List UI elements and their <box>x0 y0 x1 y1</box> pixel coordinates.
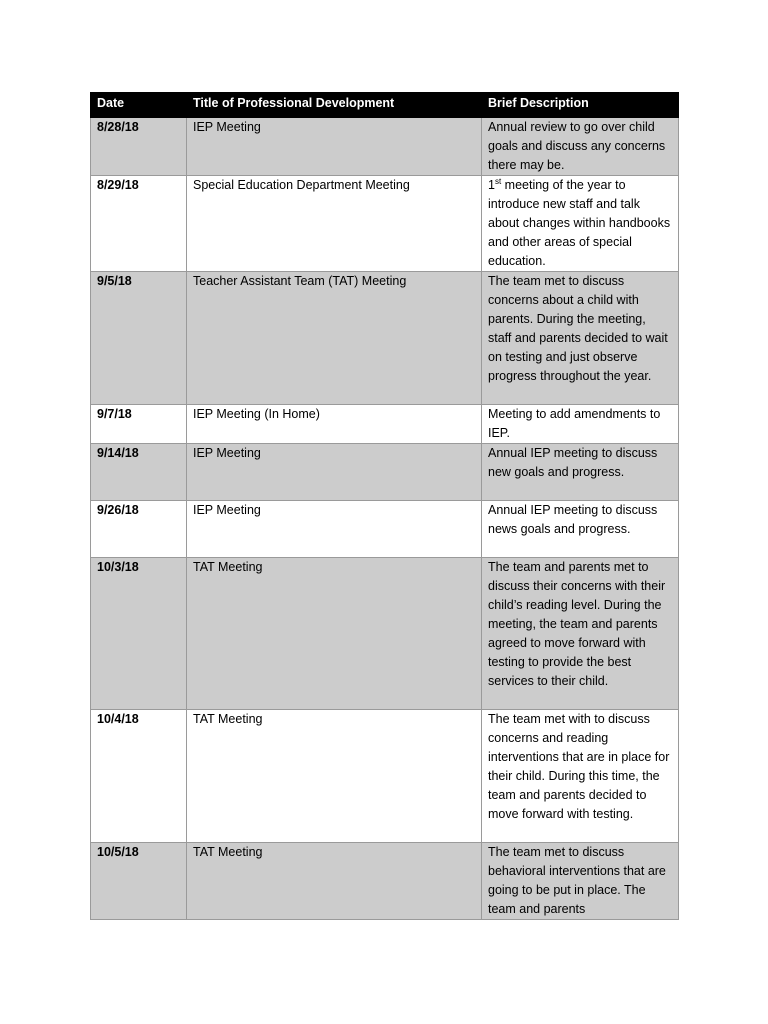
row-title: IEP Meeting (In Home) <box>187 405 482 444</box>
header-row <box>91 93 679 118</box>
table-row <box>91 176 679 272</box>
row-description: Meeting to add amendments to IEP. <box>482 405 679 444</box>
row-description: The team met with to discuss concerns and reading interventions that are in place for their child. During this time, the team and parents decided to move forward with testing. <box>482 710 679 843</box>
row-title: IEP Meeting <box>187 444 482 501</box>
row-title: TAT Meeting <box>187 710 482 843</box>
table-body <box>91 118 679 920</box>
row-date: 9/7/18 <box>91 405 187 444</box>
row-date: 10/5/18 <box>91 843 187 920</box>
table-row <box>91 444 679 501</box>
header-title: Title of Professional Development <box>187 93 482 118</box>
table-row <box>91 501 679 558</box>
row-description: The team met to discuss concerns about a child with parents. During the meeting, staff and parents decided to wait on testing and just observe progress throughout the year. <box>482 272 679 405</box>
row-date: 9/5/18 <box>91 272 187 405</box>
description-text: meeting of the year to introduce new staff and talk about changes within handbooks and other areas of special education. <box>488 178 671 268</box>
table-row <box>91 843 679 920</box>
row-date: 8/29/18 <box>91 176 187 272</box>
row-description: The team and parents met to discuss their concerns with their child’s reading level. During the meeting, the team and parents agreed to move forward with testing to provide the best services to their child. <box>482 558 679 710</box>
row-description: Annual review to go over child goals and discuss any concerns there may be. <box>482 118 679 176</box>
row-title: TAT Meeting <box>187 558 482 710</box>
row-title: TAT Meeting <box>187 843 482 920</box>
row-date: 8/28/18 <box>91 118 187 176</box>
header-date: Date <box>91 93 187 118</box>
row-description: The team met to discuss behavioral interventions that are going to be put in place. The team and parents <box>482 843 679 920</box>
row-title: IEP Meeting <box>187 501 482 558</box>
table-row <box>91 405 679 444</box>
row-date: 9/26/18 <box>91 501 187 558</box>
ordinal-suffix: st <box>494 176 502 186</box>
header-description: Brief Description <box>482 93 679 118</box>
professional-development-table <box>90 92 679 920</box>
row-date: 10/3/18 <box>91 558 187 710</box>
table-row <box>91 272 679 405</box>
row-title: Special Education Department Meeting <box>187 176 482 272</box>
row-date: 10/4/18 <box>91 710 187 843</box>
table-row <box>91 118 679 176</box>
row-description: Annual IEP meeting to discuss new goals and progress. <box>482 444 679 501</box>
row-description: Annual IEP meeting to discuss news goals and progress. <box>482 501 679 558</box>
ordinal-number: 1 <box>488 178 495 192</box>
row-date: 9/14/18 <box>91 444 187 501</box>
row-title: IEP Meeting <box>187 118 482 176</box>
table-row <box>91 558 679 710</box>
table-header <box>91 93 679 118</box>
row-description <box>482 176 679 272</box>
table-row <box>91 710 679 843</box>
row-title: Teacher Assistant Team (TAT) Meeting <box>187 272 482 405</box>
